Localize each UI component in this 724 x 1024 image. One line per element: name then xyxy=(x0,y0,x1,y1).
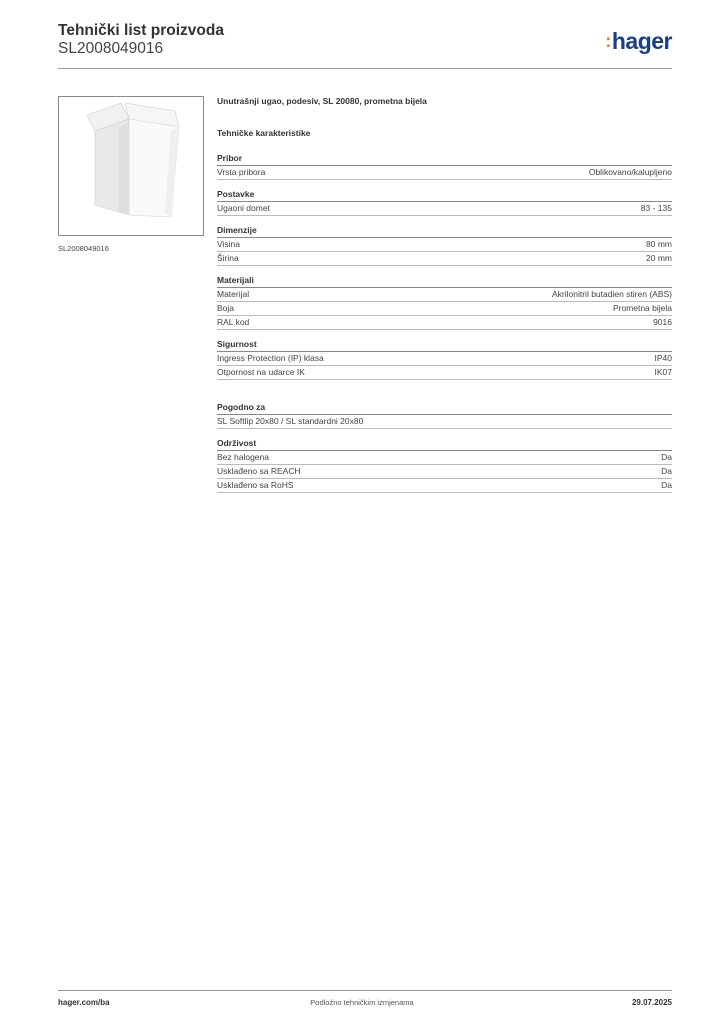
specifications xyxy=(217,96,672,502)
spec-value: Da xyxy=(661,466,672,476)
section-title: Materijali xyxy=(217,275,672,288)
spec-row xyxy=(217,415,672,429)
spec-row xyxy=(217,202,672,216)
spec-row xyxy=(217,166,672,180)
spec-label: Bez halogena xyxy=(217,452,269,462)
spec-label: Usklađeno sa REACH xyxy=(217,466,301,476)
spec-value: IP40 xyxy=(654,353,672,363)
spec-row xyxy=(217,479,672,493)
document-header xyxy=(58,22,672,68)
spec-label: Visina xyxy=(217,239,240,249)
footer-website-link[interactable]: hager.com/ba xyxy=(58,998,110,1007)
spec-row xyxy=(217,352,672,366)
spec-row xyxy=(217,302,672,316)
spec-value: Prometna bijela xyxy=(612,303,672,313)
footer-date: 29.07.2025 xyxy=(631,998,672,1007)
section-title: Postavke xyxy=(217,189,672,202)
hager-logo xyxy=(605,28,672,55)
product-code: SL2008049016 xyxy=(58,40,164,57)
spec-row xyxy=(217,451,672,465)
spec-row xyxy=(217,288,672,302)
spec-label: Otpornost na udarce IK xyxy=(217,367,305,377)
spec-value: Da xyxy=(661,480,672,490)
characteristics-heading: Tehničke karakteristike xyxy=(217,128,311,138)
document-title: Tehnički list proizvoda xyxy=(58,22,224,39)
spec-value: Da xyxy=(661,452,672,462)
section-pribor xyxy=(217,153,672,180)
spec-row xyxy=(217,238,672,252)
spec-label: Ingress Protection (IP) klasa xyxy=(217,353,324,363)
spec-label: Materijal xyxy=(217,289,250,299)
section-title: Pribor xyxy=(217,153,672,166)
spec-value: 20 mm xyxy=(646,253,672,263)
spec-row xyxy=(217,316,672,330)
spec-value: Oblikovano/kalupljeno xyxy=(588,167,672,177)
section-sigurnost xyxy=(217,339,672,380)
spec-value: 83 - 135 xyxy=(640,203,672,213)
product-title: Unutrašnji ugao, podesiv, SL 20080, prometna bijela xyxy=(217,96,427,106)
spec-value: Akrilonitril butadien stiren (ABS) xyxy=(552,289,672,299)
section-pogodno-za xyxy=(217,402,672,429)
spec-label: Boja xyxy=(217,303,235,313)
image-caption: SL2008049016 xyxy=(58,244,109,253)
spec-value: IK07 xyxy=(654,367,672,377)
section-postavke xyxy=(217,189,672,216)
spec-label: Širina xyxy=(217,253,239,263)
footer-notice: Podložno tehničkim izmjenama xyxy=(310,998,414,1007)
spec-value: 80 mm xyxy=(646,239,672,249)
spec-row xyxy=(217,465,672,479)
footer-divider xyxy=(58,990,672,991)
spec-label: Ugaoni domet xyxy=(217,203,270,213)
header-divider xyxy=(58,68,672,69)
section-title: Održivost xyxy=(217,438,672,451)
spec-value: 9016 xyxy=(653,317,672,327)
spec-row xyxy=(217,366,672,380)
section-materijali xyxy=(217,275,672,330)
spec-row xyxy=(217,252,672,266)
logo-prefix: : xyxy=(605,31,611,51)
section-dimenzije xyxy=(217,225,672,266)
spec-label: SL Softlip 20x80 / SL standardni 20x80 xyxy=(217,416,364,426)
spec-label: RAL kod xyxy=(217,317,250,327)
section-odrzivost xyxy=(217,438,672,493)
spec-label: Usklađeno sa RoHS xyxy=(217,480,294,490)
section-title: Dimenzije xyxy=(217,225,672,238)
product-image xyxy=(58,96,204,236)
spec-label: Vrsta pribora xyxy=(217,167,266,177)
section-title: Sigurnost xyxy=(217,339,672,352)
section-title: Pogodno za xyxy=(217,402,672,415)
inner-corner-illustration xyxy=(59,97,203,235)
logo-text: hager xyxy=(611,28,672,54)
